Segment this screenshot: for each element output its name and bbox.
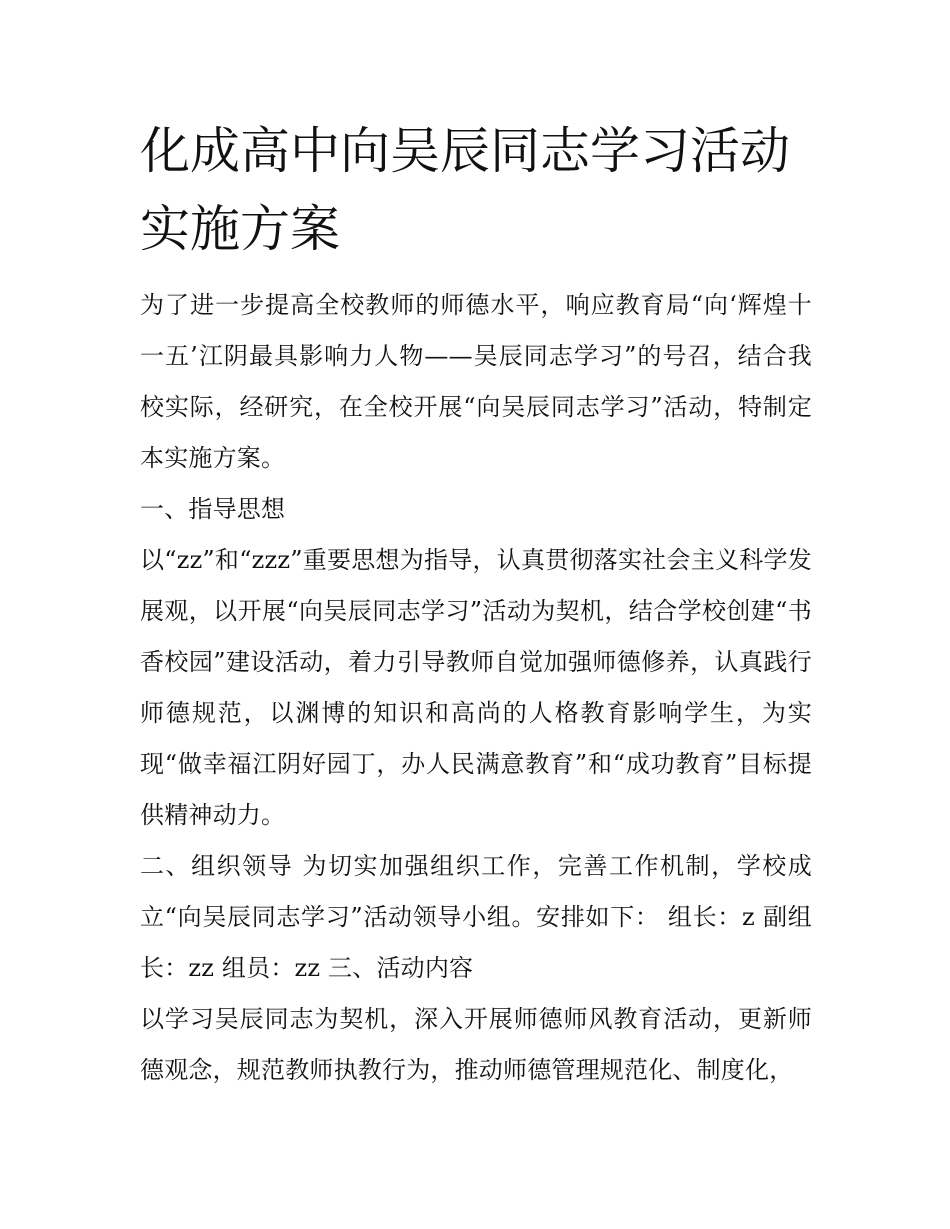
organization-paragraph: 二、组织领导 为切实加强组织工作，完善工作机制，学校成立“向吴辰同志学习”活动领导小组。安排如下： 组长：z 副组长：zz 组员：zz 三、活动内容 (140, 852, 812, 982)
activity-content-paragraph: 以学习吴辰同志为契机，深入开展师德师风教育活动，更新师德观念，规范教师执教行为，推动师德管理规范化、制度化， (140, 1005, 812, 1084)
guiding-ideology-paragraph: 以“zz”和“zzz”重要思想为指导，认真贯彻落实社会主义科学发展观，以开展“向吴辰同志学习”活动为契机，结合学校创建“书香校园”建设活动，着力引导教师自觉加强师德修养，认真践行师德规范，以渊博的知识和高尚的人格教育影响学生，为实现“做幸福江阴好园丁，办人民满意教育”和“成功教育”目标提供精神动力。 (140, 546, 812, 829)
document-title: 化成高中向吴辰同志学习活动实施方案 (140, 122, 790, 258)
document-body (140, 280, 812, 1096)
intro-paragraph: 为了进一步提高全校教师的师德水平，响应教育局“向‘辉煌十一五’江阴最具影响力人物——吴辰同志学习”的号召，结合我校实际，经研究，在全校开展“向吴辰同志学习”活动，特制定本实施方案。 (140, 291, 812, 472)
section-heading-guiding-ideology: 一、指导思想 (140, 495, 286, 523)
